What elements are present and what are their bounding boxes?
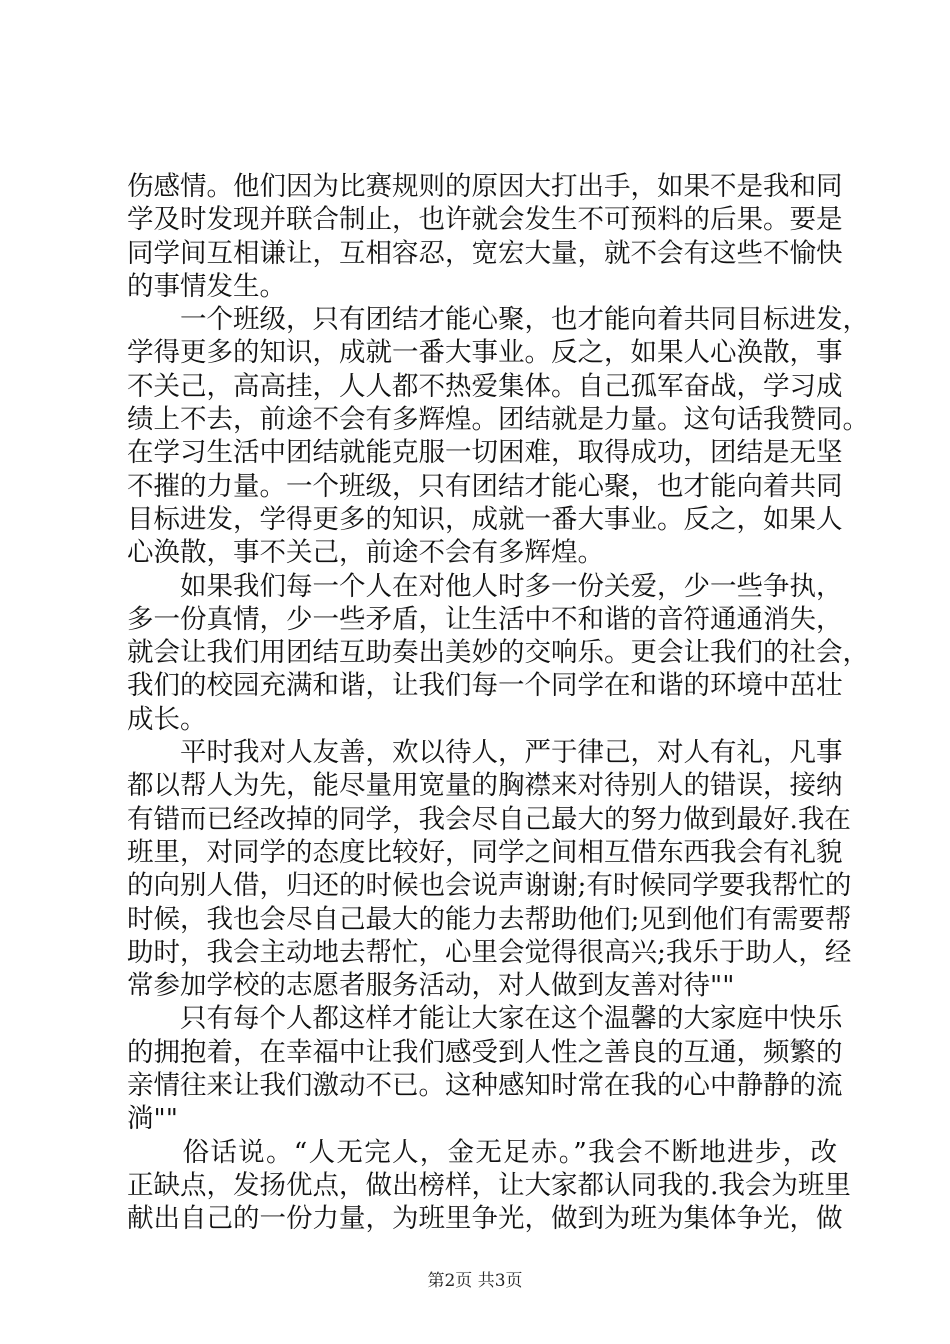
text-line: 成长。 [127, 703, 207, 735]
text-line: 不摧的力量。一个班级，只有团结才能心聚，也才能向着共同 [127, 470, 843, 502]
text-line: 有错而已经改掉的同学，我会尽自己最大的努力做到最好.我在 [127, 803, 851, 835]
text-line: 平时我对人友善，欢以待人，严于律己，对人有礼，凡事 [127, 737, 843, 769]
text-line: 伤感情。他们因为比赛规则的原因大打出手，如果不是我和同 [127, 171, 843, 202]
text-line: 献出自己的一份力量，为班里争光，做到为班为集体争光，做 [127, 1203, 843, 1235]
text-line: 正缺点，发扬优点，做出榜样，让大家都认同我的.我会为班里 [127, 1169, 851, 1201]
text-line: 多一份真情，少一些矛盾，让生活中不和谐的音符通通消失， [127, 603, 843, 635]
text-line: 俗话说。“人无完人，金无足赤。”我会不断地进步，改 [127, 1136, 837, 1168]
text-line: 目标进发，学得更多的知识，成就一番大事业。反之，如果人 [127, 503, 843, 535]
text-line: 同学间互相谦让，互相容忍，宽宏大量，就不会有这些不愉快 [127, 237, 843, 269]
text-line: 心涣散，事不关己，前途不会有多辉煌。 [127, 537, 604, 569]
text-line: 如果我们每一个人在对他人时多一份关爱，少一些争执， [127, 570, 843, 602]
text-line: 的向别人借，归还的时候也会说声谢谢;有时候同学要我帮忙的 [127, 870, 852, 902]
text-line: 都以帮人为先，能尽量用宽量的胸襟来对待别人的错误，接纳 [127, 770, 843, 802]
text-line: 绩上不去，前途不会有多辉煌。团结就是力量。这句话我赞同。 [127, 404, 869, 436]
text-line: 在学习生活中团结就能克服一切困难，取得成功，团结是无坚 [127, 437, 843, 469]
text-line: 的事情发生。 [127, 270, 286, 302]
text-line: 时候，我也会尽自己最大的能力去帮助他们;见到他们有需要帮 [127, 903, 852, 935]
text-line: 淌"" [127, 1103, 178, 1135]
text-line: 我们的校园充满和谐，让我们每一个同学在和谐的环境中茁壮 [127, 670, 843, 702]
body-text [127, 170, 869, 1236]
text-line: 班里，对同学的态度比较好，同学之间相互借东西我会有礼貌 [127, 836, 843, 868]
text-line: 亲情往来让我们激动不已。这种感知时常在我的心中静静的流 [127, 1070, 843, 1102]
text-line: 只有每个人都这样才能让大家在这个温馨的大家庭中快乐 [127, 1003, 843, 1035]
page-footer: 第2页 共3页 [427, 1271, 523, 1291]
text-line: 的拥抱着，在幸福中让我们感受到人性之善良的互通，频繁的 [127, 1036, 843, 1068]
text-line: 学得更多的知识，成就一番大事业。反之，如果人心涣散，事 [127, 337, 843, 369]
text-line: 助时，我会主动地去帮忙，心里会觉得很高兴;我乐于助人，经 [127, 936, 852, 968]
text-line: 常参加学校的志愿者服务活动，对人做到友善对待"" [127, 970, 735, 1002]
text-line: 不关己，高高挂，人人都不热爱集体。自己孤军奋战，学习成 [127, 370, 843, 402]
text-line: 一个班级，只有团结才能心聚，也才能向着共同目标进发， [127, 304, 869, 336]
text-line: 就会让我们用团结互助奏出美妙的交响乐。更会让我们的社会， [127, 637, 869, 669]
text-line: 学及时发现并联合制止，也许就会发生不可预料的后果。要是 [127, 204, 843, 236]
